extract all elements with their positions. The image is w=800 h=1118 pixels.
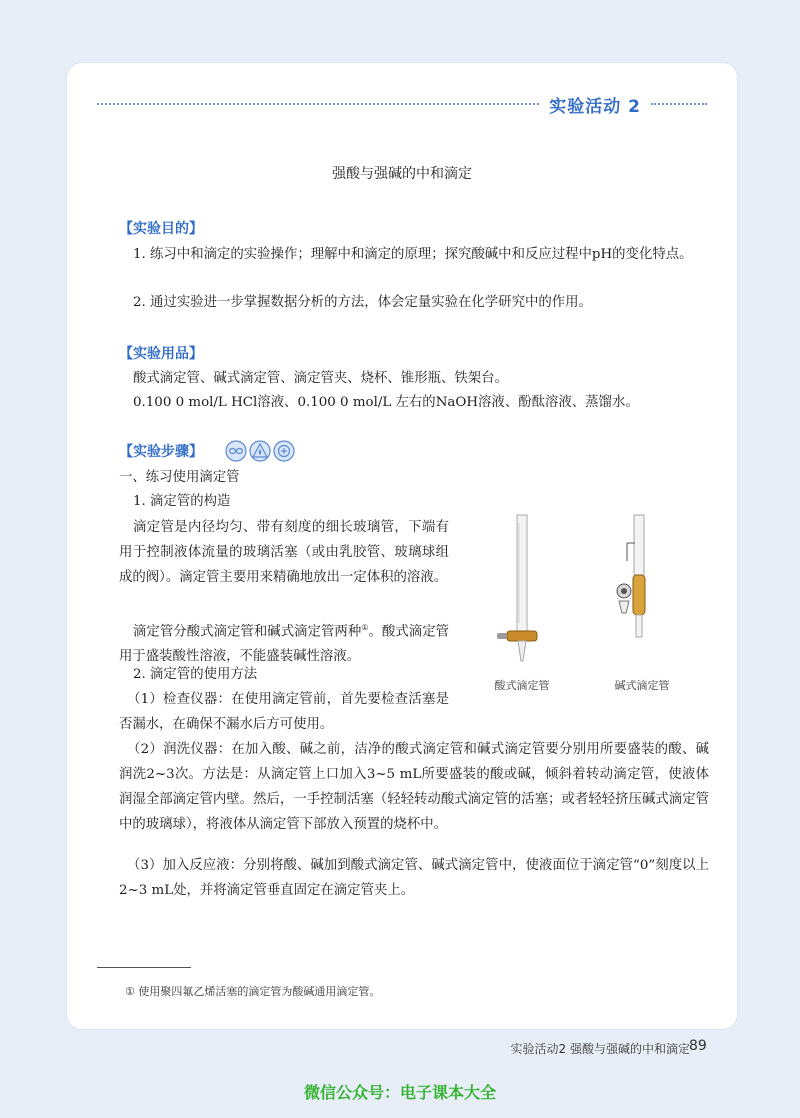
- purpose-heading: 【实验目的】: [119, 221, 203, 237]
- steps-paragraph-4: （2）润洗仪器：在加入酸、碱之前，洁净的酸式滴定管和碱式滴定管要分别用所要盛装的酸、碱润洗2~3次。方法是：从滴定管上口加入3~5 mL所要盛装的酸或碱，倾斜着转动滴定管，使液体润湿全部滴定管内壁。然后，一手控制活塞（轻轻转动酸式滴定管的活塞；或者轻轻挤压碱式滴定管中的玻璃球），将液体从滴定管下部放入预置的烧杯中。: [119, 742, 709, 832]
- activity-header: [97, 93, 707, 115]
- activity-title: 实验活动 2: [549, 96, 641, 117]
- goggles-icon: [225, 440, 247, 462]
- purpose-item-1: 1. 练习中和滴定的实验操作；理解中和滴定的原理；探究酸碱中和反应过程中pH的变化特点。: [133, 247, 693, 262]
- steps-sub-2: 2. 滴定管的使用方法: [133, 667, 258, 682]
- steps-paragraph-2: [119, 615, 449, 669]
- wechat-account-text: 微信公众号：电子课本大全: [303, 1083, 496, 1102]
- steps-paragraph-5: （3）加入反应液：分别将酸、碱加到酸式滴定管、碱式滴定管中，使液面位于滴定管“0”刻度以上2~3 mL处，并将滴定管垂直固定在滴定管夹上。: [119, 858, 709, 898]
- running-title: 实验活动2 强酸与强碱的中和滴定: [510, 1042, 690, 1056]
- purpose-item-2: 2. 通过实验进一步掌握数据分析的方法，体会定量实验在化学研究中的作用。: [133, 295, 592, 310]
- acid-burette-label: 酸式滴定管: [494, 679, 550, 692]
- footnote: ① 使用聚四氟乙烯活塞的滴定管为酸碱通用滴定管。: [125, 985, 381, 998]
- page-card: [66, 62, 738, 1030]
- hand-wash-icon: [273, 440, 295, 462]
- steps-paragraph-1: 滴定管是内径均匀、带有刻度的细长玻璃管，下端有用于控制液体流量的玻璃活塞（或由乳胶管、玻璃球组成的阀）。滴定管主要用来精确地放出一定体积的溶液。: [119, 520, 449, 585]
- experiment-title: 强酸与强碱的中和滴定: [332, 166, 472, 182]
- steps-paragraph-3: （1）检查仪器：在使用滴定管前，首先要检查活塞是否漏水，在确保不漏水后方可使用。: [119, 692, 449, 732]
- materials-heading: 【实验用品】: [119, 346, 203, 362]
- steps-heading: 【实验步骤】: [119, 444, 203, 460]
- flame-warning-icon: [249, 440, 271, 462]
- acid-burette-illustration: [487, 513, 557, 663]
- p2-main: 滴定管分酸式滴定管和碱式滴定管两种: [133, 624, 362, 640]
- page-number: 89: [689, 1038, 707, 1054]
- materials-line-2: 0.100 0 mol/L HCl溶液、0.100 0 mol/L 左右的NaOH溶液、酚酞溶液、蒸馏水。: [133, 395, 639, 410]
- safety-icons: [225, 440, 295, 462]
- p2-rest: 。酸式滴定管用于盛装酸性溶液，不能盛装碱性溶液。: [119, 624, 450, 665]
- dotted-rule-left: [97, 103, 539, 105]
- materials-line-1: 酸式滴定管、碱式滴定管、滴定管夹、烧杯、锥形瓶、铁架台。: [133, 371, 508, 386]
- base-burette-label: 碱式滴定管: [614, 679, 670, 692]
- base-burette-illustration: [607, 513, 677, 663]
- steps-part-1: 一、练习使用滴定管: [119, 470, 240, 485]
- footnote-marker: ①: [361, 623, 369, 632]
- footnote-rule: [97, 967, 191, 968]
- dotted-rule-right: [651, 103, 707, 105]
- steps-sub-1: 1. 滴定管的构造: [133, 494, 231, 509]
